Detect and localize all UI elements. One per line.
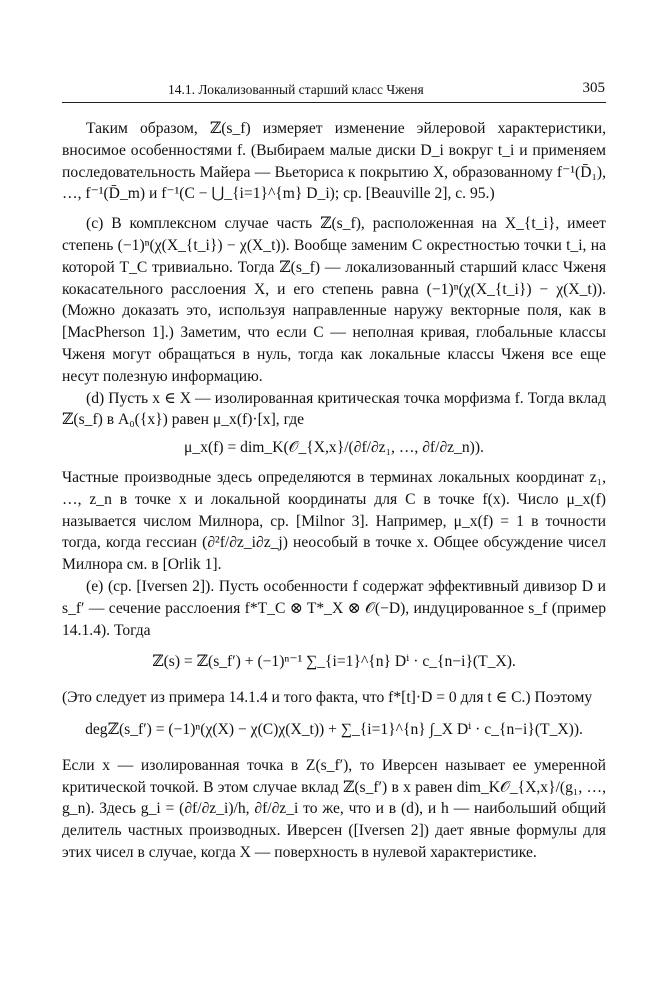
paragraph-euler — [62, 118, 606, 205]
formula-z-s-text: ℤ(s) = ℤ(s_f′) + (−1)ⁿ⁻¹ ∑_{i=1}^{n} Dⁱ · c_{n−i}(T_X). — [152, 653, 516, 671]
formula-milnor-number — [62, 437, 606, 459]
paragraph-moderate-point — [62, 755, 606, 864]
paragraph-moderate-point-text: Если x — изолированная точка в Z(s_f′), то Иверсен называет ее умеренной критической точкой. В этом случае вклад ℤ(s_f′) в x равен dim_K𝒪_{X,x}/(g₁, …, g_n). Здесь g_i = (∂f/∂z_i)/h, ∂f/∂z_i то же, что и в (d), и h — наибольший общий делитель частных производных. Иверсен ([Iversen 2]) дает явные формулы для этих чисел в случае, когда X — поверхность в нулевой характеристике. — [62, 756, 606, 861]
paragraph-milnor-text: Частные производные здесь определяются в терминах локальных координат z₁, …, z_n в точке x и локальной координаты для C в точке f(x). Число μ_x(f) называется числом Милнора, ср. [Milnor 3]. Например, μ_x(f) = 1 в точности тогда, когда гессиан (∂²f/∂z_i∂z_j) неособый в точке x. Общее обсуждение чисел Милнора см. в [Orlik 1]. — [62, 468, 606, 574]
running-title: 14.1. Локализованный старший класс Чженя — [168, 82, 424, 97]
paragraph-milnor — [62, 467, 606, 576]
paragraph-iversen — [62, 576, 606, 641]
formula-degree-text: degℤ(s_f′) = (−1)ⁿ(χ(X) − χ(C)χ(X_t)) + ∑_{i=1}^{n} ∫_X Dⁱ · c_{n−i}(T_X)). — [85, 720, 583, 738]
header-rule — [62, 102, 606, 103]
page-body — [62, 118, 606, 864]
formula-milnor-number-text: μ_x(f) = dim_K(𝒪_{X,x}/(∂f/∂z₁, …, ∂f/∂z_n)). — [184, 439, 484, 457]
formula-degree — [62, 719, 606, 741]
paragraph-isolated-point-text: (d) Пусть x ∈ X — изолированная критическая точка морфизма f. Тогда вклад ℤ(s_f) в A₀({x}) равен μ_x(f)·[x], где — [62, 389, 606, 429]
paragraph-isolated-point — [62, 388, 606, 432]
paragraph-follows — [62, 687, 606, 709]
paragraph-complex-case-text: (c) В комплексном случае часть ℤ(s_f), расположенная на X_{t_i}, имеет степень (−1)ⁿ(χ(X_{t_i}) − χ(X_t)). Вообще заменим C окрестностью точки t_i, на которой T_C тривиально. Тогда ℤ(s_f) — локализованный старший класс Чженя кокасательного расслоения X, и его степень равна (−1)ⁿ(χ(X_{t_i}) − χ(X_t)). (Можно доказать это, используя направленные наружу векторные поля, как в [MacPherson 1].) Заметим, что если C — неполная кривая, глобальные классы Чженя могут обращаться в нуль, тогда как локальные классы Чженя все еще несут полезную информацию. — [62, 215, 606, 385]
paragraph-follows-text: (Это следует из примера 14.1.4 и того факта, что f*[t]·D = 0 для t ∈ C.) Поэтому — [62, 689, 593, 707]
paragraph-euler-text: Таким образом, ℤ(s_f) измеряет изменение эйлеровой характеристики, вносимое особенностями f. (Выбираем малые диски D_i вокруг t_i и применяем последовательность Майера — Вьеториса к покрытию X, образованному f⁻¹(D̄₁), …, f⁻¹(D̄_m) и f⁻¹(C − ⋃_{i=1}^{m} D_i); ср. [Beauville 2], с. 95.) — [62, 120, 606, 203]
formula-z-s — [62, 651, 606, 673]
paragraph-complex-case — [62, 213, 606, 387]
paragraph-iversen-text: (e) (ср. [Iversen 2]). Пусть особенности f содержат эффективный дивизор D и s_f′ — сечение расслоения f*T_C ⊗ T*_X ⊗ 𝒪(−D), индуцированное s_f (пример 14.1.4). Тогда — [62, 577, 606, 639]
page-header — [62, 80, 605, 102]
page-number: 305 — [582, 80, 605, 96]
